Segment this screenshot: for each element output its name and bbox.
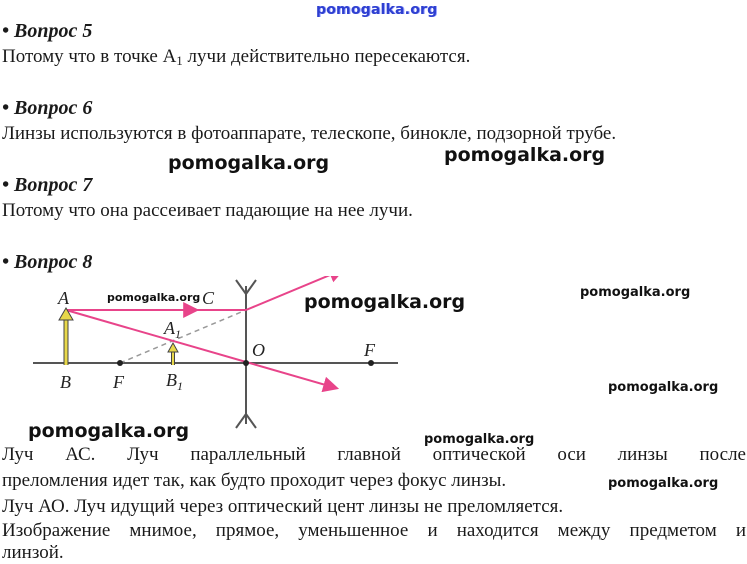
explanation-line-1: Луч АС. Луч параллельный главной оптической оси линзы после xyxy=(2,444,746,465)
watermark-1: pomogalka.org xyxy=(168,152,330,174)
question-7-title: • Вопрос 7 xyxy=(2,174,93,196)
label-b1: $B_1$ xyxy=(166,370,183,393)
question-6-title: • Вопрос 6 xyxy=(2,97,93,119)
focus-left-point xyxy=(117,360,123,366)
label-c: C xyxy=(202,288,215,308)
explanation-line-2: преломления идет так, как будто проходит через фокус линзы. xyxy=(2,470,507,491)
dashed-construction-line xyxy=(120,310,246,363)
watermark-3: pomogalka.org xyxy=(107,291,201,304)
explanation-line-5: линзой. xyxy=(2,542,64,563)
label-f-right: F xyxy=(364,340,375,360)
watermark-4: pomogalka.org xyxy=(304,291,466,313)
label-b: B xyxy=(60,372,71,392)
label-f-left: F xyxy=(113,372,124,392)
q5-sub: 1 xyxy=(176,53,183,68)
watermark-9: pomogalka.org xyxy=(608,476,719,491)
label-a: A xyxy=(58,288,69,308)
optical-center-point xyxy=(243,360,249,366)
watermark-2: pomogalka.org xyxy=(444,144,606,166)
ray-ao xyxy=(66,310,336,388)
q5-text-a: Потому что в точке A xyxy=(2,46,177,67)
question-6-answer: Линзы используются в фотоаппарате, телескопе, бинокле, подзорной трубе. xyxy=(2,123,617,144)
question-8-title: • Вопрос 8 xyxy=(2,251,93,273)
question-5-title: • Вопрос 5 xyxy=(2,20,93,42)
question-7-answer: Потому что она рассеивает падающие на нее лучи. xyxy=(2,200,413,221)
q5-text-b: лучи действительно пересекаются. xyxy=(182,46,471,67)
label-o: O xyxy=(252,340,265,360)
label-a1: $A_1$ xyxy=(164,318,181,341)
watermark-7: pomogalka.org xyxy=(28,420,190,442)
watermark-6: pomogalka.org xyxy=(608,380,719,395)
watermark-top: pomogalka.org xyxy=(316,2,438,18)
explanation-line-4: Изображение мнимое, прямое, уменьшенное и находится между предметом и xyxy=(2,520,746,541)
watermark-5: pomogalka.org xyxy=(580,285,691,300)
image-arrowhead xyxy=(168,343,178,352)
question-5-answer xyxy=(2,46,470,69)
watermark-8: pomogalka.org xyxy=(424,432,535,447)
explanation-line-3: Луч АО. Луч идущий через оптический цент линзы не преломляется. xyxy=(2,496,564,517)
focus-right-point xyxy=(368,360,374,366)
